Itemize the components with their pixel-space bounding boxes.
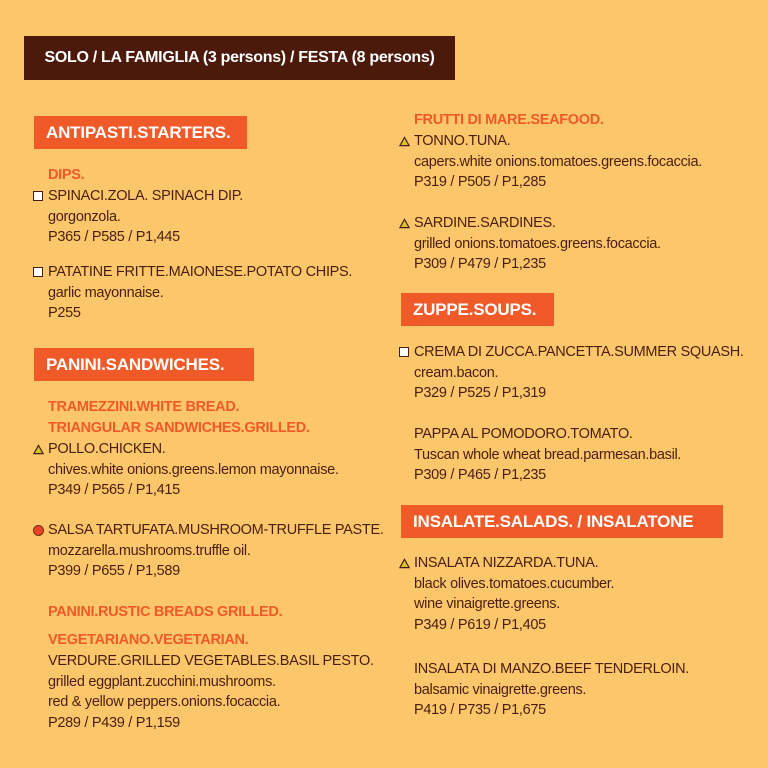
item-desc: mozzarella.mushrooms.truffle oil. (48, 542, 251, 559)
subheading-vegetarian: VEGETARIANO.VEGETARIAN. (48, 632, 249, 648)
item-name: POLLO.CHICKEN. (48, 441, 166, 457)
triangle-icon (399, 136, 410, 147)
item-desc: grilled eggplant.zucchini.mushrooms. (48, 673, 276, 690)
item-desc: balsamic vinaigrette.greens. (414, 681, 587, 698)
menu-item (414, 424, 681, 486)
circle-icon (33, 525, 44, 536)
item-desc: chives.white onions.greens.lemon mayonnaise. (48, 461, 339, 478)
size-legend-header: SOLO / LA FAMIGLIA (3 persons) / FESTA (8 persons) (24, 36, 455, 80)
item-name: CREMA DI ZUCCA.PANCETTA.SUMMER SQUASH. (414, 344, 744, 360)
item-price: P349 / P565 / P1,415 (48, 482, 180, 498)
item-desc: wine vinaigrette.greens. (414, 596, 560, 612)
item-desc: gorgonzola. (48, 208, 121, 225)
menu-item (48, 262, 352, 324)
item-price: P349 / P619 / P1,405 (414, 616, 546, 633)
menu-item (414, 213, 661, 275)
section-banner-antipasti: ANTIPASTI.STARTERS. (34, 116, 247, 149)
item-name: PATATINE FRITTE.MAIONESE.POTATO CHIPS. (48, 264, 353, 280)
item-name: TONNO.TUNA. (414, 133, 511, 149)
section-banner-panini: PANINI.SANDWICHES. (34, 348, 254, 381)
item-desc: black olives.tomatoes.cucumber. (414, 575, 615, 592)
section-banner-zuppe: ZUPPE.SOUPS. (401, 293, 554, 326)
item-price: P365 / P585 / P1,445 (48, 229, 180, 245)
square-icon (33, 191, 43, 201)
triangle-icon (399, 558, 410, 569)
triangle-icon (399, 218, 410, 229)
item-name: PAPPA AL POMODORO.TOMATO. (414, 426, 633, 442)
item-price: P329 / P525 / P1,319 (414, 385, 546, 401)
menu-item (414, 131, 702, 193)
subheading-seafood: FRUTTI DI MARE.SEAFOOD. (414, 112, 604, 128)
item-name: SALSA TARTUFATA.MUSHROOM-TRUFFLE PASTE. (48, 522, 384, 538)
section-banner-insalate: INSALATE.SALADS. / INSALATONE (401, 505, 723, 538)
item-price: P309 / P479 / P1,235 (414, 256, 546, 272)
subheading-dips: DIPS. (48, 167, 85, 183)
item-desc: Tuscan whole wheat bread.parmesan.basil. (414, 446, 682, 463)
item-price: P309 / P465 / P1,235 (414, 467, 546, 483)
item-name: VERDURE.GRILLED VEGETABLES.BASIL PESTO. (48, 653, 374, 669)
menu-item (414, 342, 744, 404)
item-price: P319 / P505 / P1,285 (414, 174, 546, 190)
item-name: SPINACI.ZOLA. SPINACH DIP. (48, 188, 243, 204)
subheading-rustic: PANINI.RUSTIC BREADS GRILLED. (48, 604, 283, 620)
item-desc: capers.white onions.tomatoes.greens.focaccia. (414, 153, 702, 170)
square-icon (33, 267, 43, 277)
menu-item (48, 186, 243, 248)
item-name: SARDINE.SARDINES. (414, 215, 556, 231)
item-price: P399 / P655 / P1,589 (48, 563, 180, 579)
subheading-line: TRAMEZZINI.WHITE BREAD. (48, 399, 240, 415)
item-desc: red & yellow peppers.onions.focaccia. (48, 694, 281, 710)
item-desc: grilled onions.tomatoes.greens.focaccia. (414, 235, 661, 252)
item-desc: garlic mayonnaise. (48, 284, 164, 301)
menu-item (48, 651, 374, 733)
menu-item (48, 520, 384, 582)
square-icon (399, 347, 409, 357)
triangle-icon (33, 444, 44, 455)
menu-item (48, 439, 339, 501)
item-price: P255 (48, 305, 81, 321)
menu-item (414, 553, 614, 635)
subheading-line: TRIANGULAR SANDWICHES.GRILLED. (48, 419, 310, 436)
item-price: P419 / P735 / P1,675 (414, 702, 546, 718)
item-desc: cream.bacon. (414, 364, 499, 381)
menu-item (414, 659, 689, 721)
item-price: P289 / P439 / P1,159 (48, 714, 180, 731)
item-name: INSALATA DI MANZO.BEEF TENDERLOIN. (414, 661, 690, 677)
item-name: INSALATA NIZZARDA.TUNA. (414, 555, 599, 571)
subheading-tramezzini (48, 397, 310, 438)
